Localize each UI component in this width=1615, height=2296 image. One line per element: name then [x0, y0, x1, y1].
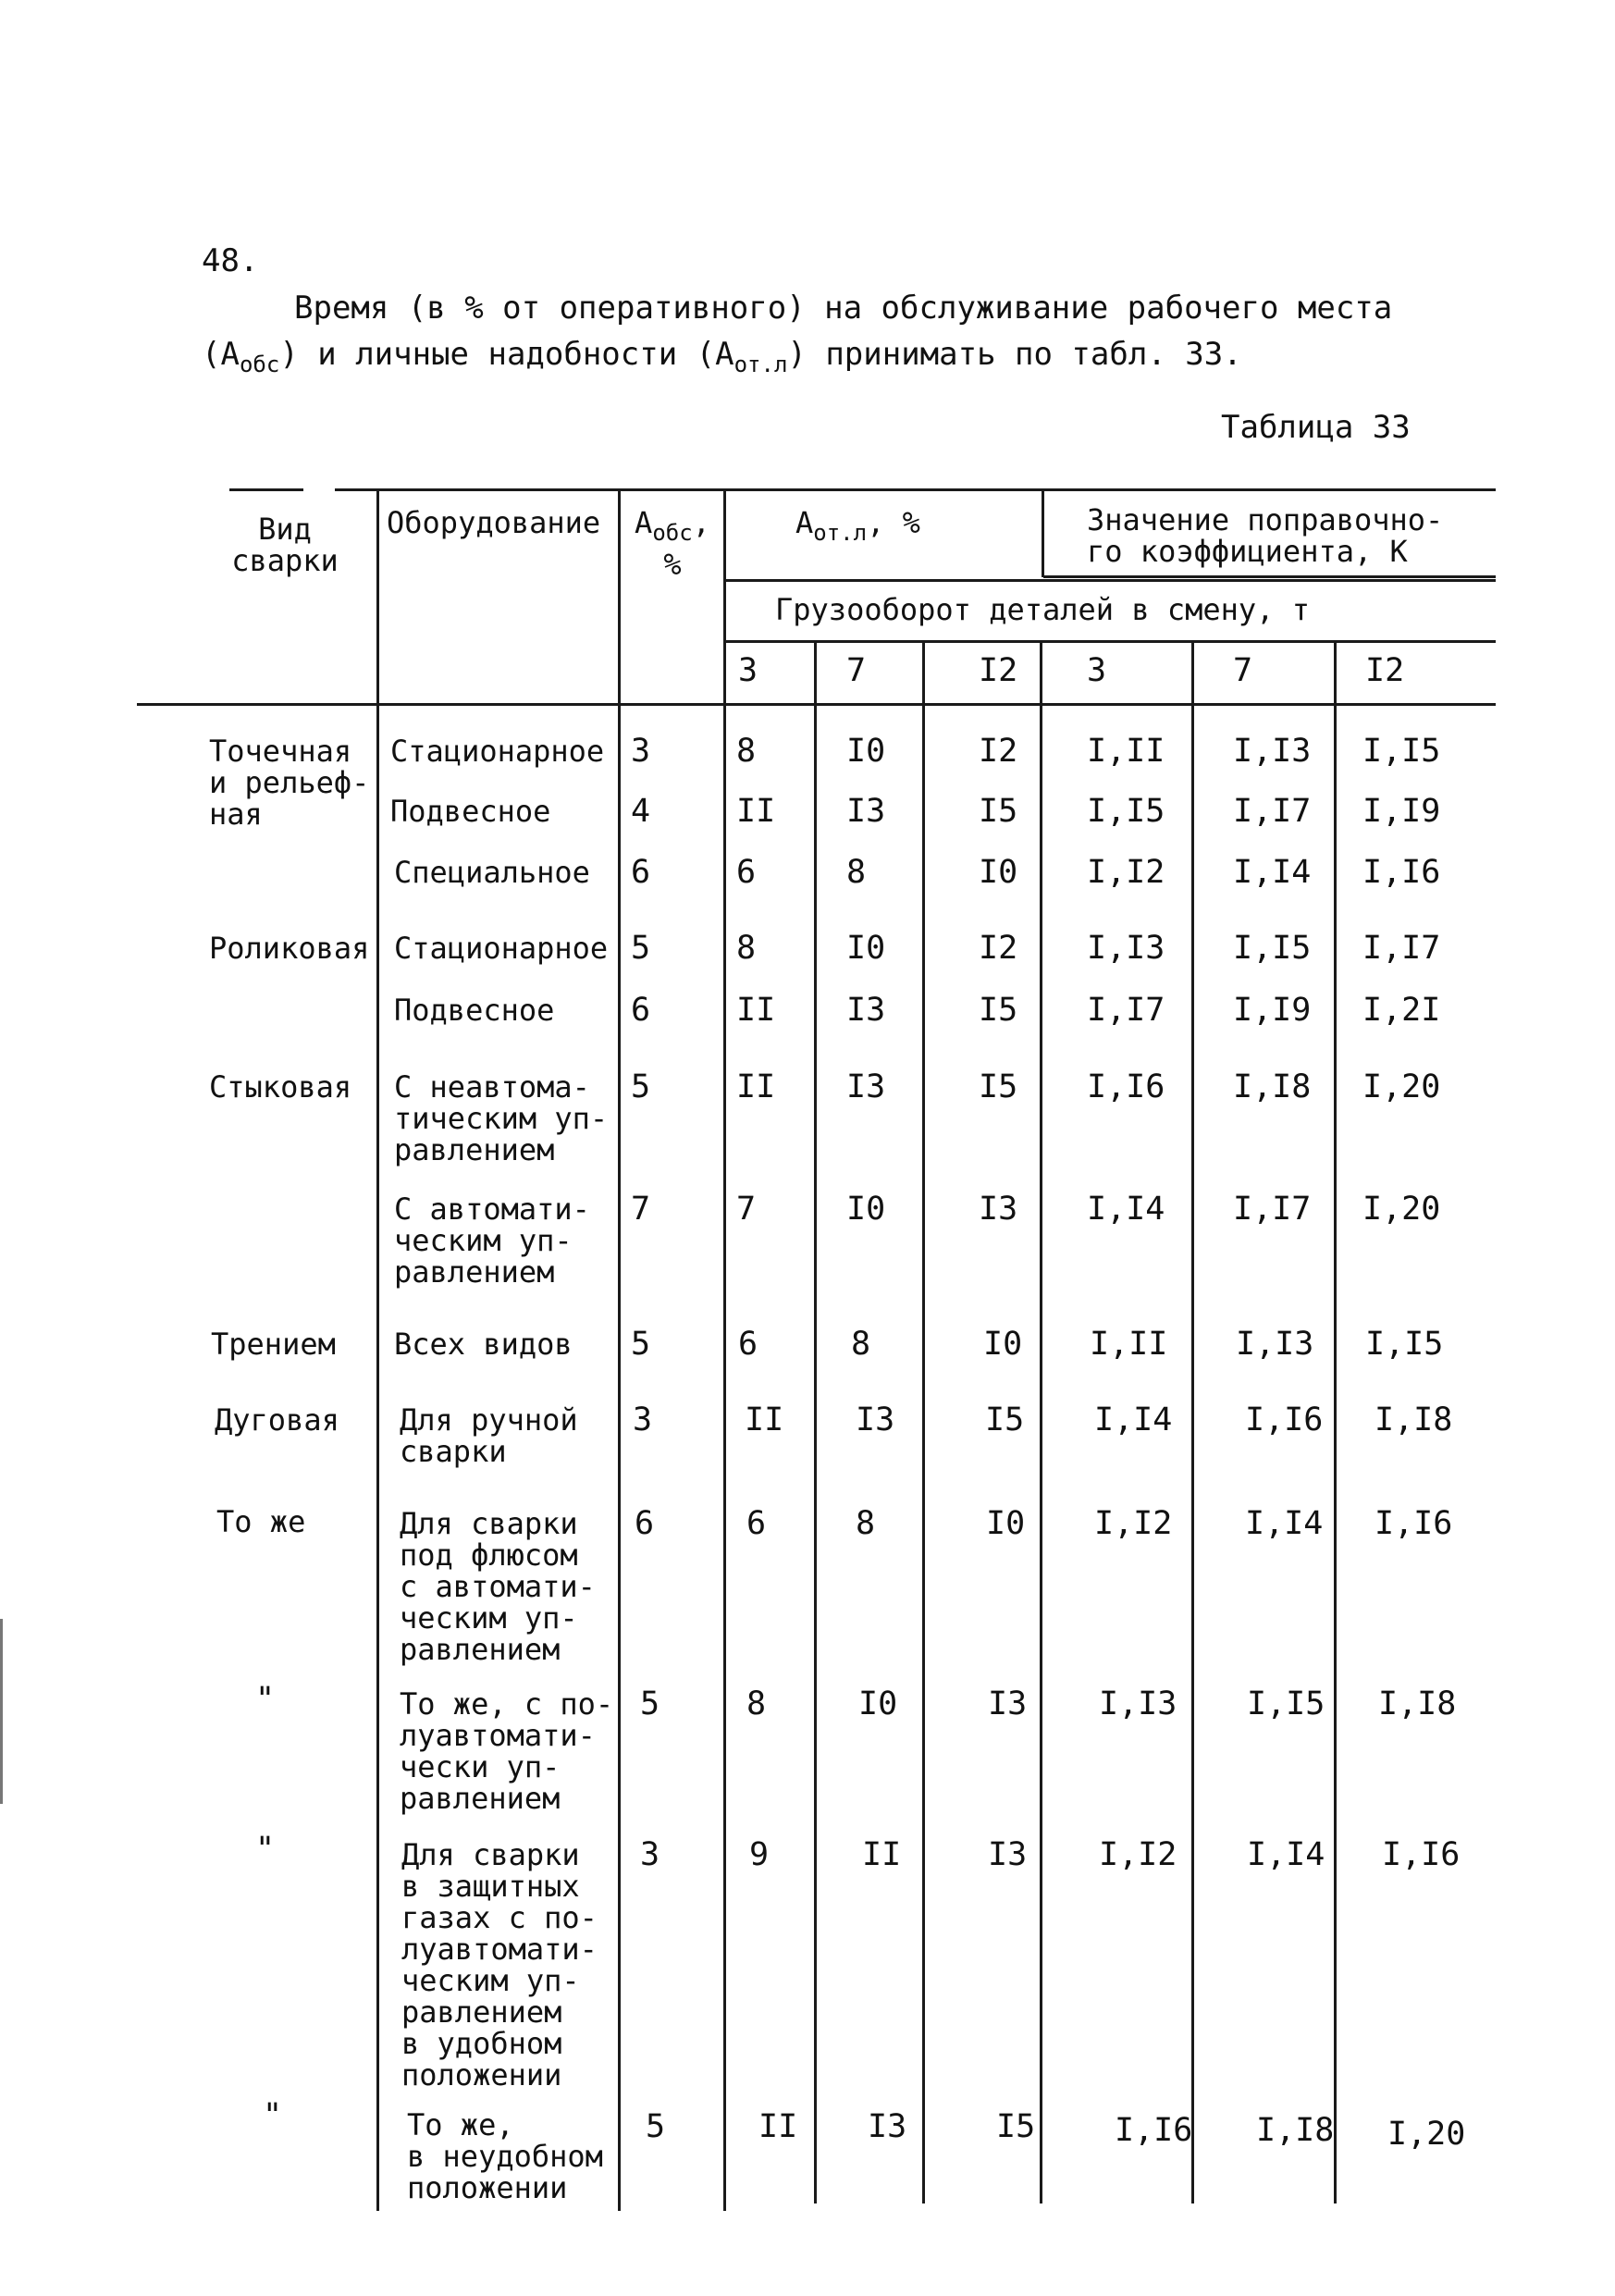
row-11-equipment: То же, с по- луавтомати- чески уп- равлением — [400, 1686, 614, 1816]
row-10-equipment: Для сварки под флюсом с автомати- ческим уп- равлением — [400, 1506, 596, 1667]
row-12-v5: I,I4 — [1247, 1836, 1325, 1873]
row-11-v4: I,I3 — [1099, 1685, 1177, 1722]
row-6-v2: I3 — [846, 1068, 886, 1105]
row-1-v6: I,I5 — [1362, 733, 1441, 770]
row-2-v1: II — [736, 793, 776, 830]
row-3-v5: I,I4 — [1233, 854, 1312, 891]
vrule-col4 — [1040, 640, 1042, 2203]
row-13-v6: I,20 — [1387, 2116, 1466, 2153]
row-2-v4: I,I5 — [1087, 793, 1165, 830]
row-2-v2: I3 — [846, 793, 886, 830]
header-col-6: I2 — [1365, 652, 1405, 689]
row-4-v4: I,I3 — [1087, 930, 1165, 967]
row-9-v5: I,I6 — [1245, 1401, 1324, 1438]
row-6-equipment: С неавтома- тическим уп- равлением — [394, 1069, 609, 1167]
row-10-v1: 6 — [746, 1505, 767, 1542]
row-1-v3: I2 — [979, 733, 1018, 770]
scan-edge-mark — [0, 1619, 3, 1804]
row-7-v6: I,20 — [1362, 1191, 1441, 1228]
row-8-v6: I,I5 — [1365, 1326, 1444, 1363]
row-9-equipment: Для ручной сварки — [400, 1402, 578, 1469]
row-3-equipment: Специальное — [394, 855, 590, 890]
header-equipment: Оборудование — [387, 505, 601, 540]
row-1-v5: I,I3 — [1233, 733, 1312, 770]
header-col-2: 7 — [846, 652, 867, 689]
row-3-v6: I,I6 — [1362, 854, 1441, 891]
row-6-v1: II — [736, 1068, 776, 1105]
row-5-a-obs: 6 — [631, 992, 651, 1029]
row-10-a-obs: 6 — [635, 1505, 655, 1542]
row-2-v5: I,I7 — [1233, 793, 1312, 830]
header-correction-coefficient: Значение поправочно- го коэффициента, К — [1087, 502, 1444, 569]
row-13-equipment: То же, в неудобном положении — [407, 2107, 603, 2205]
row-8-v3: I0 — [983, 1326, 1023, 1363]
row-10-v4: I,I2 — [1094, 1505, 1173, 1542]
row-7-equipment: С автомати- ческим уп- равлением — [394, 1191, 590, 1290]
header-a-obs: $A_{обс}$, % — [635, 505, 710, 582]
row-5-v4: I,I7 — [1087, 992, 1165, 1029]
header-a-otl: $A_{от.л}$, % — [795, 505, 920, 546]
vrule-equipment — [376, 488, 379, 2211]
row-11-v5: I,I5 — [1247, 1685, 1325, 1722]
row-7-v4: I,I4 — [1087, 1191, 1165, 1228]
row-2-v3: I5 — [979, 793, 1018, 830]
row-12-type: " — [255, 1831, 276, 1868]
row-13-v5: I,I8 — [1256, 2112, 1335, 2149]
row-11-v2: I0 — [858, 1685, 898, 1722]
row-1-v4: I,II — [1087, 733, 1165, 770]
row-8-equipment: Всех видов — [394, 1327, 573, 1362]
row-12-equipment: Для сварки в защитных газах с по- луавтомати- ческим уп- равлением в удобном положении — [401, 1837, 598, 2092]
rule-coef-bottom — [1043, 575, 1496, 578]
row-5-v3: I5 — [979, 992, 1018, 1029]
row-4-a-obs: 5 — [631, 930, 651, 967]
row-10-v2: 8 — [856, 1505, 876, 1542]
row-7-v3: I3 — [979, 1191, 1018, 1228]
row-4-v5: I,I5 — [1233, 930, 1312, 967]
row-13-v4: I,I6 — [1115, 2112, 1193, 2149]
vrule-aotl — [723, 488, 726, 2211]
row-10-type: То же — [216, 1504, 306, 1539]
row-3-v1: 6 — [736, 854, 757, 891]
row-10-v3: I0 — [986, 1505, 1026, 1542]
row-12-a-obs: 3 — [640, 1836, 660, 1873]
vrule-aobs — [618, 488, 621, 2211]
vrule-col6 — [1334, 640, 1337, 2203]
row-9-v3: I5 — [985, 1401, 1025, 1438]
row-9-a-obs: 3 — [633, 1401, 653, 1438]
row-1-v1: 8 — [736, 733, 757, 770]
intro-line-2: $(A_{обс})$ и личные надобности $(A_{от.л})$ принимать по табл. 33. — [202, 336, 1242, 377]
row-12-v6: I,I6 — [1382, 1836, 1461, 1873]
row-13-type: " — [263, 2097, 283, 2134]
row-11-v6: I,I8 — [1378, 1685, 1457, 1722]
row-9-v4: I,I4 — [1094, 1401, 1173, 1438]
row-13-v3: I5 — [996, 2108, 1036, 2145]
row-6-v3: I5 — [979, 1068, 1018, 1105]
row-4-v1: 8 — [736, 930, 757, 967]
row-8-v2: 8 — [851, 1326, 871, 1363]
row-6-v6: I,20 — [1362, 1068, 1441, 1105]
row-3-v2: 8 — [846, 854, 867, 891]
row-5-v1: II — [736, 992, 776, 1029]
rule-cargo-top — [726, 579, 1496, 582]
row-5-v5: I,I9 — [1233, 992, 1312, 1029]
row-4-type: Роликовая — [209, 931, 370, 966]
row-10-v5: I,I4 — [1245, 1505, 1324, 1542]
row-11-a-obs: 5 — [640, 1685, 660, 1722]
row-4-v6: I,I7 — [1362, 930, 1441, 967]
row-5-v2: I3 — [846, 992, 886, 1029]
row-12-v4: I,I2 — [1099, 1836, 1177, 1873]
row-4-equipment: Стационарное — [394, 931, 609, 966]
vrule-col2 — [814, 640, 817, 2203]
row-10-v6: I,I6 — [1375, 1505, 1453, 1542]
row-12-v1: 9 — [749, 1836, 770, 1873]
page-number: 48. — [202, 242, 259, 279]
row-2-equipment: Подвесное — [390, 794, 551, 829]
table-caption: Таблица 33 — [1221, 409, 1411, 446]
row-9-type: Дуговая — [215, 1402, 339, 1438]
row-11-v3: I3 — [988, 1685, 1028, 1722]
header-col-5: 7 — [1233, 652, 1253, 689]
header-welding-type: Вид сварки — [231, 512, 339, 578]
row-3-a-obs: 6 — [631, 854, 651, 891]
row-1-v2: I0 — [846, 733, 886, 770]
row-13-a-obs: 5 — [646, 2108, 666, 2145]
intro-line-1: Время (в % от оперативного) на обслуживание рабочего места — [294, 290, 1393, 327]
header-col-1: 3 — [738, 652, 758, 689]
rule-top — [335, 488, 1496, 491]
vrule-col3 — [922, 640, 925, 2203]
header-col-3: I2 — [979, 652, 1018, 689]
rule-top-left — [229, 488, 303, 491]
row-6-v5: I,I8 — [1233, 1068, 1312, 1105]
row-2-v6: I,I9 — [1362, 793, 1441, 830]
row-9-v1: II — [745, 1401, 784, 1438]
rule-cargo-bottom — [726, 640, 1496, 643]
row-8-v4: I,II — [1090, 1326, 1168, 1363]
row-9-v2: I3 — [856, 1401, 895, 1438]
row-7-a-obs: 7 — [631, 1191, 651, 1228]
row-9-v6: I,I8 — [1375, 1401, 1453, 1438]
row-13-v1: II — [758, 2108, 798, 2145]
row-1-equipment: Стационарное — [390, 734, 605, 769]
row-11-v1: 8 — [746, 1685, 767, 1722]
row-6-type: Стыковая — [209, 1069, 352, 1105]
row-5-equipment: Подвесное — [394, 993, 555, 1028]
row-6-v4: I,I6 — [1087, 1068, 1165, 1105]
row-7-v5: I,I7 — [1233, 1191, 1312, 1228]
row-3-v4: I,I2 — [1087, 854, 1165, 891]
row-8-type: Трением — [211, 1327, 336, 1362]
row-8-v1: 6 — [738, 1326, 758, 1363]
row-12-v3: I3 — [988, 1836, 1028, 1873]
row-8-a-obs: 5 — [631, 1326, 651, 1363]
row-7-v1: 7 — [736, 1191, 757, 1228]
vrule-coef — [1042, 488, 1044, 577]
vrule-col5 — [1191, 640, 1194, 2203]
row-5-v6: I,2I — [1362, 992, 1441, 1029]
row-8-v5: I,I3 — [1236, 1326, 1314, 1363]
row-12-v2: II — [862, 1836, 902, 1873]
row-4-v2: I0 — [846, 930, 886, 967]
row-6-a-obs: 5 — [631, 1068, 651, 1105]
row-3-v3: I0 — [979, 854, 1018, 891]
row-1-a-obs: 3 — [631, 733, 651, 770]
row-11-type: " — [255, 1681, 276, 1718]
row-7-v2: I0 — [846, 1191, 886, 1228]
row-4-v3: I2 — [979, 930, 1018, 967]
row-2-a-obs: 4 — [631, 793, 651, 830]
row-13-v2: I3 — [868, 2108, 907, 2145]
row-1-type: Точечная и рельеф- ная — [209, 734, 370, 832]
header-col-4: 3 — [1087, 652, 1107, 689]
header-cargo-turnover: Грузооборот деталей в смену, т — [775, 592, 1310, 627]
